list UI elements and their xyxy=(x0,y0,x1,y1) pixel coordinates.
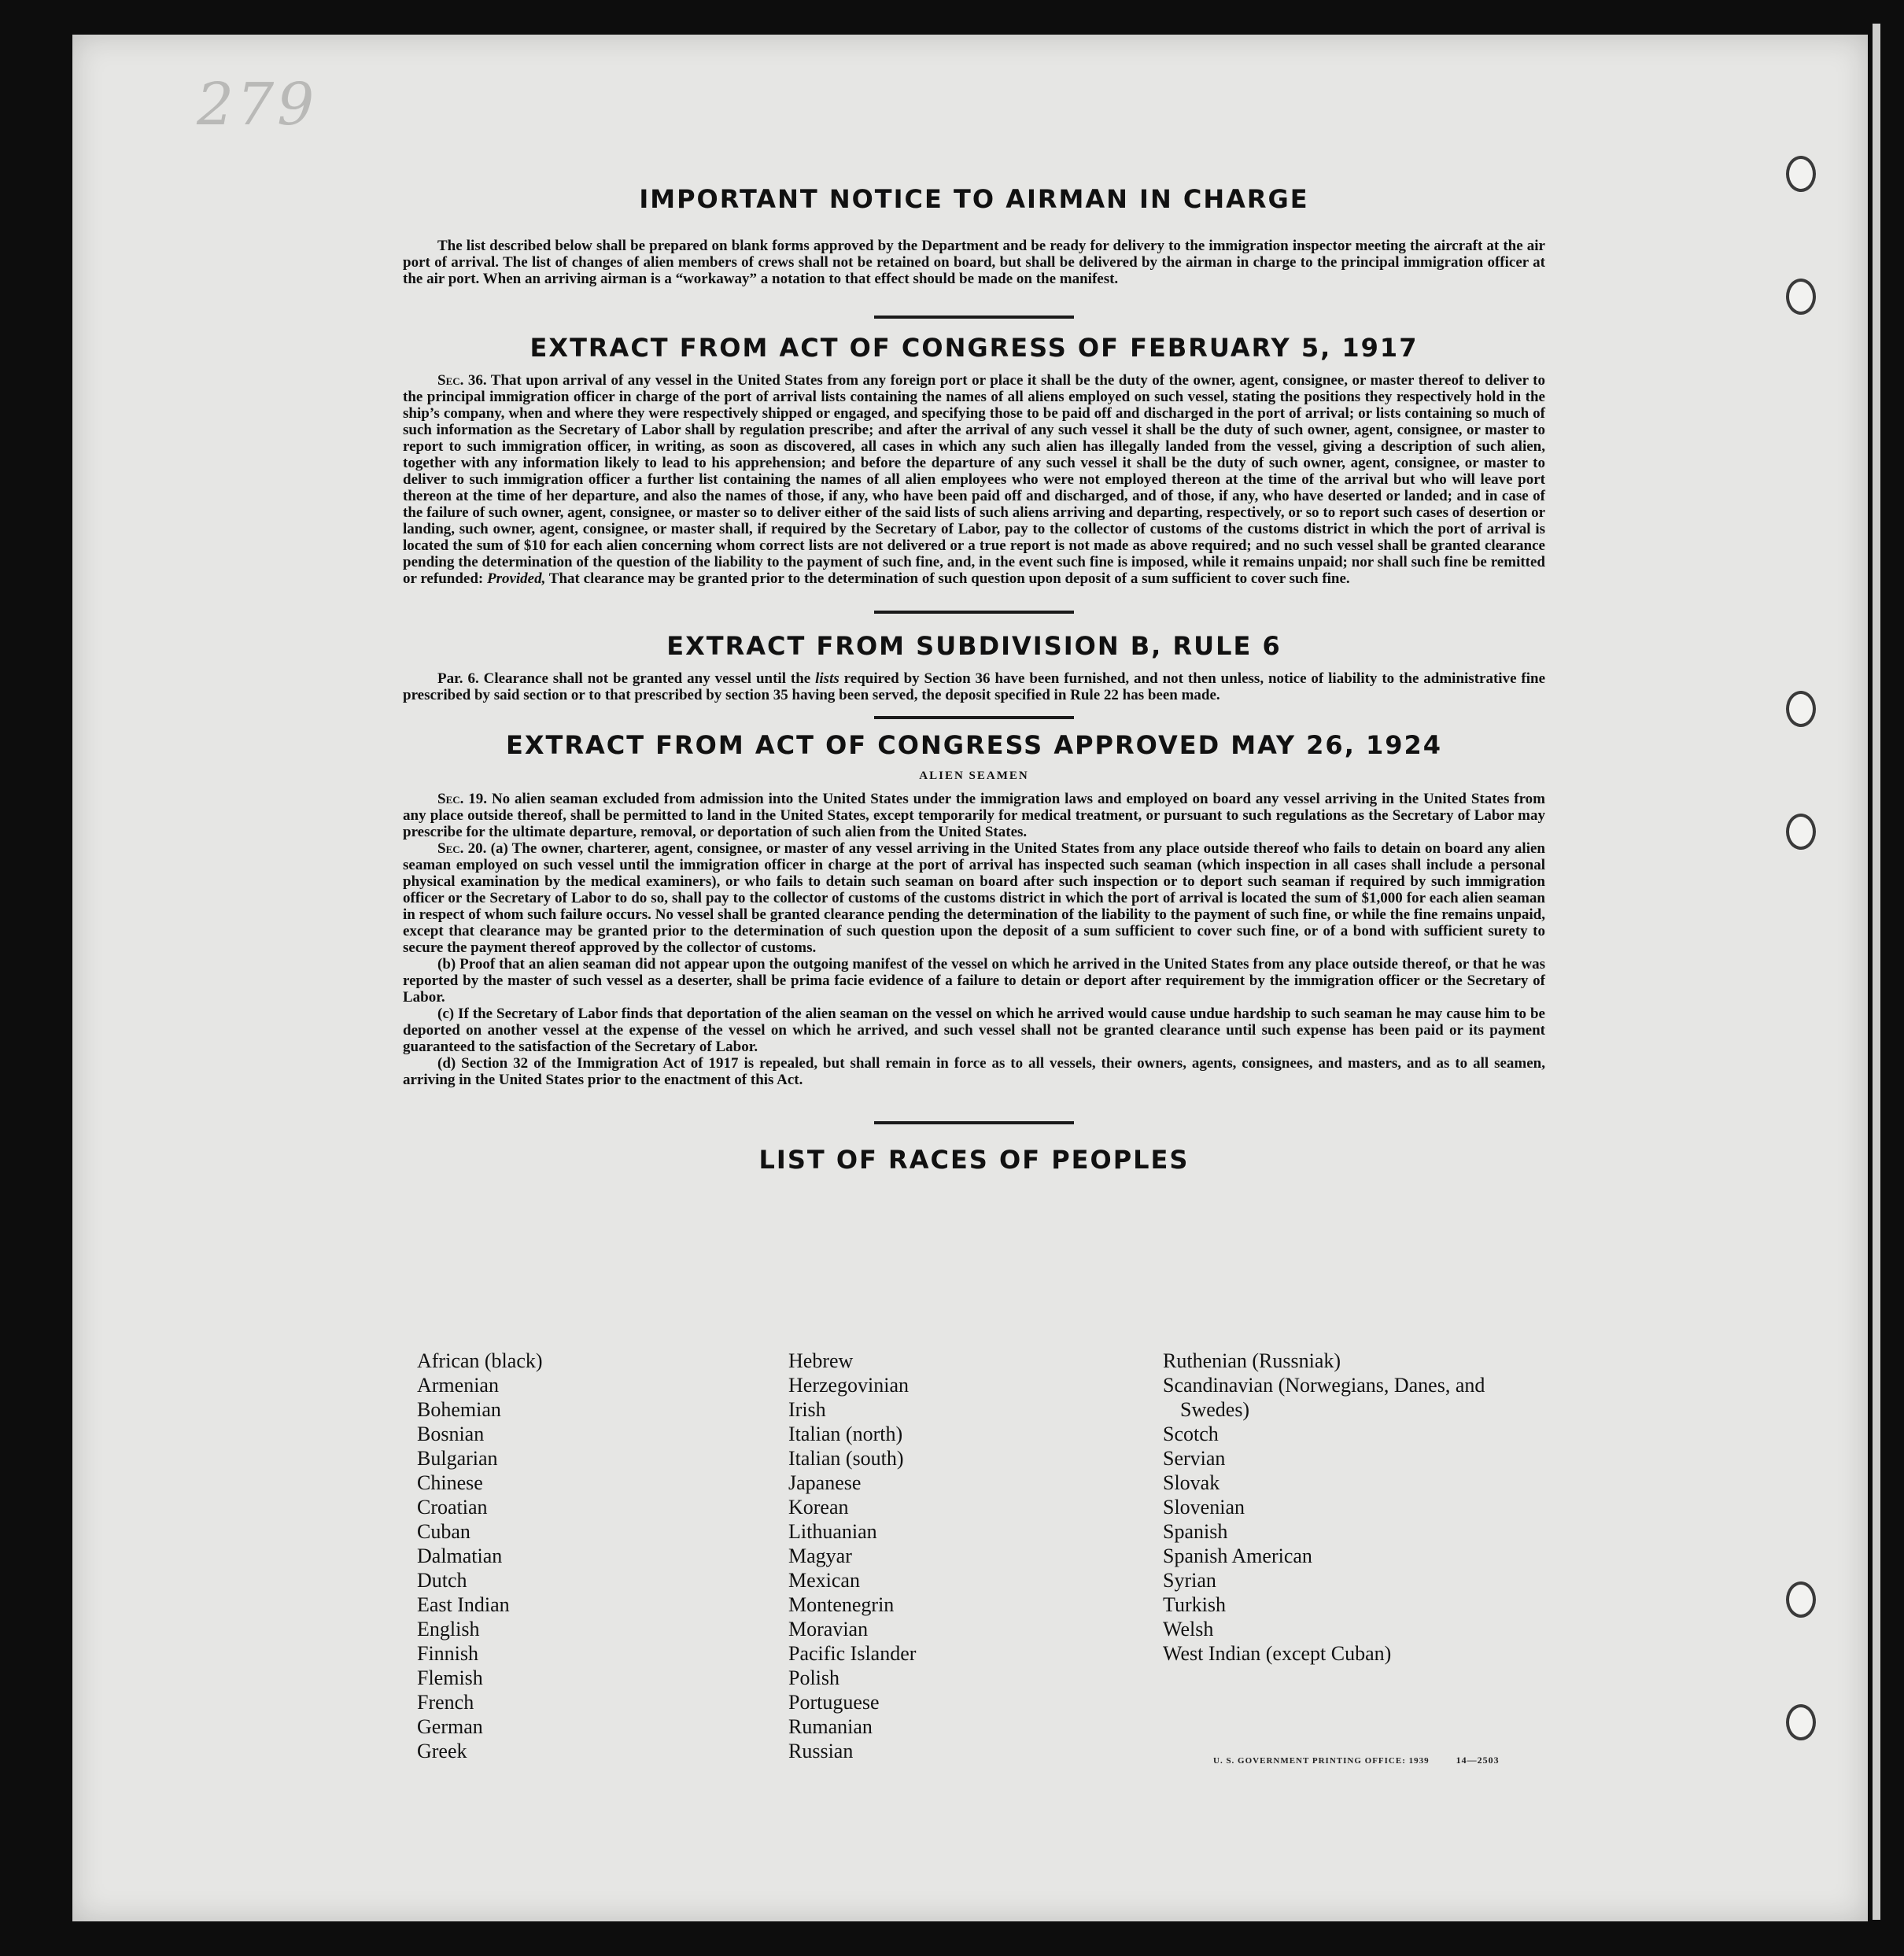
race-list-item: Herzegovinian xyxy=(788,1374,910,1397)
rule-6-text-b: required by Section 36 have been furnished, and not then unless, notice of liability to the administrative fine prescribed by said section or to that prescribed by section 35 having been served, the deposit specified in Rule 22 has been made. xyxy=(403,670,1546,703)
act-1917-section-36 xyxy=(403,372,1545,587)
section-label: Sec. 20. xyxy=(437,840,487,857)
race-list-item: Armenian xyxy=(417,1374,499,1397)
rule-6-title: EXTRACT FROM SUBDIVISION B, RULE 6 xyxy=(666,631,1282,661)
handwritten-page-number: 279 xyxy=(197,71,318,138)
race-list-item: Turkish xyxy=(1163,1593,1226,1616)
section-divider xyxy=(874,611,1074,614)
race-list-item: Bosnian xyxy=(417,1423,485,1445)
race-list-item: Japanese xyxy=(788,1471,862,1494)
race-list-item: Cuban xyxy=(417,1520,470,1543)
binder-hole xyxy=(1786,1581,1816,1618)
race-list-item: French xyxy=(417,1691,474,1714)
race-list-item: Mexican xyxy=(788,1569,860,1592)
race-list-item: Dalmatian xyxy=(417,1545,503,1567)
act-1924-section-20c: (c) If the Secretary of Labor finds that deportation of the alien seaman on the vessel on which he arrived would cause undue hardship to such seaman he may cause him to be deported on another vessel at the expense of the vessel on which he arrived, and such vessel shall not be granted clearance until such expense has been paid or its payment guaranteed to the satisfaction of the Secretary of Labor. xyxy=(403,1006,1545,1055)
races-column-1 xyxy=(417,1349,543,1763)
race-list-item: Syrian xyxy=(1163,1569,1216,1592)
race-list-item: Hebrew xyxy=(788,1349,854,1372)
race-list-item: Servian xyxy=(1163,1447,1226,1470)
race-list-item: Korean xyxy=(788,1496,849,1519)
section-divider xyxy=(874,316,1074,319)
race-list-item: East Indian xyxy=(417,1593,510,1616)
race-list-item: Slovak xyxy=(1163,1471,1220,1494)
race-list-item: Scandinavian (Norwegians, Danes, and Swedes) xyxy=(1163,1374,1485,1421)
form-code: 14—2503 xyxy=(1456,1755,1500,1766)
race-list-item: African (black) xyxy=(417,1349,543,1372)
race-list-item: Pacific Islander xyxy=(788,1642,917,1665)
rule-6-text-a: Par. 6. Clearance shall not be granted any vessel until the xyxy=(437,670,811,687)
section-divider xyxy=(874,716,1074,719)
lists-word: lists xyxy=(815,670,839,687)
section-20a-text: (a) The owner, charterer, agent, consignee, or master of any vessel arriving in the United States from any place outside thereof who fails to detain on board any alien seaman employed on such vessel until the immigration officer in charge at the port of arrival has inspected such seaman (which inspection in all cases shall include a personal physical examination by the medical examiners), or who fails to detain such seaman on board after such inspection or to deport such seaman if required by such immigration officer or the Secretary of Labor to do so, shall pay to the collector of customs of the customs district in which the port of arrival is located the sum of $1,000 for each alien seaman in respect of whom such failure occurs. No vessel shall be granted clearance pending the determination of the liability to the payment of such fine, or while the fine remains unpaid, except that clearance may be granted prior to the determination of such question upon the deposit of a sum sufficient to cover such fine, or of a bond with sufficient surety to secure the payment thereof approved by the collector of customs. xyxy=(403,840,1545,956)
race-list-item: Dutch xyxy=(417,1569,467,1592)
binder-hole xyxy=(1786,156,1816,192)
section-36-text-end: That clearance may be granted prior to the determination of such question upon deposit of a sum sufficient to cover such fine. xyxy=(548,570,1350,587)
act-1924-section-20d: (d) Section 32 of the Immigration Act of 1917 is repealed, but shall remain in force as to all vessels, their owners, agents, consignees, and masters, and as to all seamen, arriving in the United States prior to the enactment of this Act. xyxy=(403,1055,1545,1088)
race-list-item: Slovenian xyxy=(1163,1496,1245,1519)
race-list-item: Moravian xyxy=(788,1618,869,1640)
race-list-item: Bulgarian xyxy=(417,1447,498,1470)
races-title: LIST OF RACES OF PEOPLES xyxy=(758,1145,1190,1175)
act-1924-section-20b: (b) Proof that an alien seaman did not appear upon the outgoing manifest of the vessel on which he arrived in the United States from any place outside thereof, or that he was reported by the master of such vessel as a deserter, shall be prima facie evidence of a failure to detain or deport after requirement by the immigration officer or the Secretary of Labor. xyxy=(403,956,1545,1006)
printer-imprint: U. S. GOVERNMENT PRINTING OFFICE: 1939 xyxy=(1213,1756,1430,1766)
race-list-item: Spanish xyxy=(1163,1520,1228,1543)
act-1924-section-19 xyxy=(403,791,1545,840)
race-list-item: Chinese xyxy=(417,1471,483,1494)
race-list-item: Portuguese xyxy=(788,1691,880,1714)
race-list-item: Flemish xyxy=(417,1666,483,1689)
race-list-item: Scotch xyxy=(1163,1423,1219,1445)
alien-seamen-subhead: ALIEN SEAMEN xyxy=(919,769,1029,782)
binder-hole xyxy=(1786,814,1816,850)
section-36-text: That upon arrival of any vessel in the United States from any foreign port or place it shall be the duty of the owner, agent, consignee, or master thereof to deliver to the principal immigration officer in charge of the port of arrival lists containing the names of all aliens employed on such vessel, stating the positions they respectively hold in the ship’s company, when and where they were respectively shipped or engaged, and specifying those to be paid off and discharged in the port of arrival; or lists containing so much of such information as the Secretary of Labor shall by regulation prescribe; and after the arrival of any such vessel it shall be the duty of such owner, agent, consignee, or master to report to such immigration officer, in writing, as soon as discovered, all cases in which any such alien has illegally landed from the vessel, giving a description of such alien, together with any information likely to lead to his apprehension; and before the departure of any such vessel it shall be the duty of such owner, agent, consignee, or master to deliver to such immigration officer a further list containing the names of all alien employees who were not employed thereon at the time of the arrival but who will leave port thereon at the time of her departure, and also the names of those, if any, who have been paid off and discharged, and of those, if any, who have deserted or landed; and in case of the failure of such owner, agent, consignee, or master so to deliver either of the said lists of such aliens arriving and departing, respectively, or so to report such cases of desertion or landing, such owner, agent, consignee, or master shall, if required by the Secretary of Labor, pay to the collector of customs of the customs district in which the port of arrival is located the sum of $10 for each alien concerning whom correct lists are not delivered or a true report is not made as above required; and no such vessel shall be granted clearance pending the determination of the question of the liability to the payment of such fine, and, in the event such fine is imposed, while it remains unpaid; nor shall such fine be remitted or refunded: xyxy=(403,372,1545,587)
section-label: Sec. 19. xyxy=(437,791,488,807)
section-19-text: No alien seaman excluded from admission into the United States under the immigration laws and employed on board any vessel arriving in the United States from any place outside thereof, shall be permitted to land in the United States, except temporarily for medical treatment, or pursuant to such regulations as the Secretary of Labor may prescribe for the ultimate departure, removal, or deportation of such alien from the United States. xyxy=(403,791,1546,840)
race-list-item: Lithuanian xyxy=(788,1520,877,1543)
race-list-item: Finnish xyxy=(417,1642,479,1665)
notice-title: IMPORTANT NOTICE TO AIRMAN IN CHARGE xyxy=(639,184,1309,214)
race-list-item: Bohemian xyxy=(417,1398,501,1421)
race-list-item: Spanish American xyxy=(1163,1545,1312,1567)
race-list-item: Polish xyxy=(788,1666,840,1689)
races-column-3 xyxy=(1163,1349,1541,1666)
race-list-item: Italian (north) xyxy=(788,1423,903,1445)
race-list-item: Croatian xyxy=(417,1496,488,1519)
binder-hole xyxy=(1786,691,1816,727)
races-column-2 xyxy=(788,1349,916,1763)
race-list-item: West Indian (except Cuban) xyxy=(1163,1642,1392,1665)
act-1924-section-20a xyxy=(403,840,1545,956)
race-list-item: English xyxy=(417,1618,480,1640)
race-list-item: Montenegrin xyxy=(788,1593,895,1616)
binder-hole xyxy=(1786,1704,1816,1740)
races-list xyxy=(417,1349,1558,1773)
race-list-item: Russian xyxy=(788,1740,854,1762)
race-list-item: Rumanian xyxy=(788,1715,873,1738)
race-list-item: German xyxy=(417,1715,483,1738)
race-list-item: Ruthenian (Russniak) xyxy=(1163,1349,1341,1372)
binder-hole xyxy=(1786,279,1816,315)
race-list-item: Magyar xyxy=(788,1545,852,1567)
act-1924-title: EXTRACT FROM ACT OF CONGRESS APPROVED MAY 26, 1924 xyxy=(505,730,1443,760)
printer-footer xyxy=(1213,1755,1500,1766)
notice-text: The list described below shall be prepared on blank forms approved by the Department and be ready for delivery to the immigration inspector meeting the aircraft at the air port of arrival. The list of changes of alien members of crews shall not be retained on board, but shall be delivered by the airman in charge to the principal immigration officer at the air port. When an arriving airman is a “workaway” a notation to that effect should be made on the manifest. xyxy=(403,238,1545,287)
document-text-column xyxy=(403,173,1545,1175)
underlying-sheet-edge xyxy=(1873,24,1880,1920)
race-list-item: Welsh xyxy=(1163,1618,1214,1640)
provided-word: Provided, xyxy=(486,570,546,587)
rule-6-text xyxy=(403,670,1545,703)
act-1917-title: EXTRACT FROM ACT OF CONGRESS OF FEBRUARY 5, 1917 xyxy=(530,333,1419,363)
section-label: Sec. 36. xyxy=(437,372,487,389)
section-divider xyxy=(874,1121,1074,1124)
race-list-item: Irish xyxy=(788,1398,826,1421)
race-list-item: Greek xyxy=(417,1740,467,1762)
race-list-item: Italian (south) xyxy=(788,1447,904,1470)
